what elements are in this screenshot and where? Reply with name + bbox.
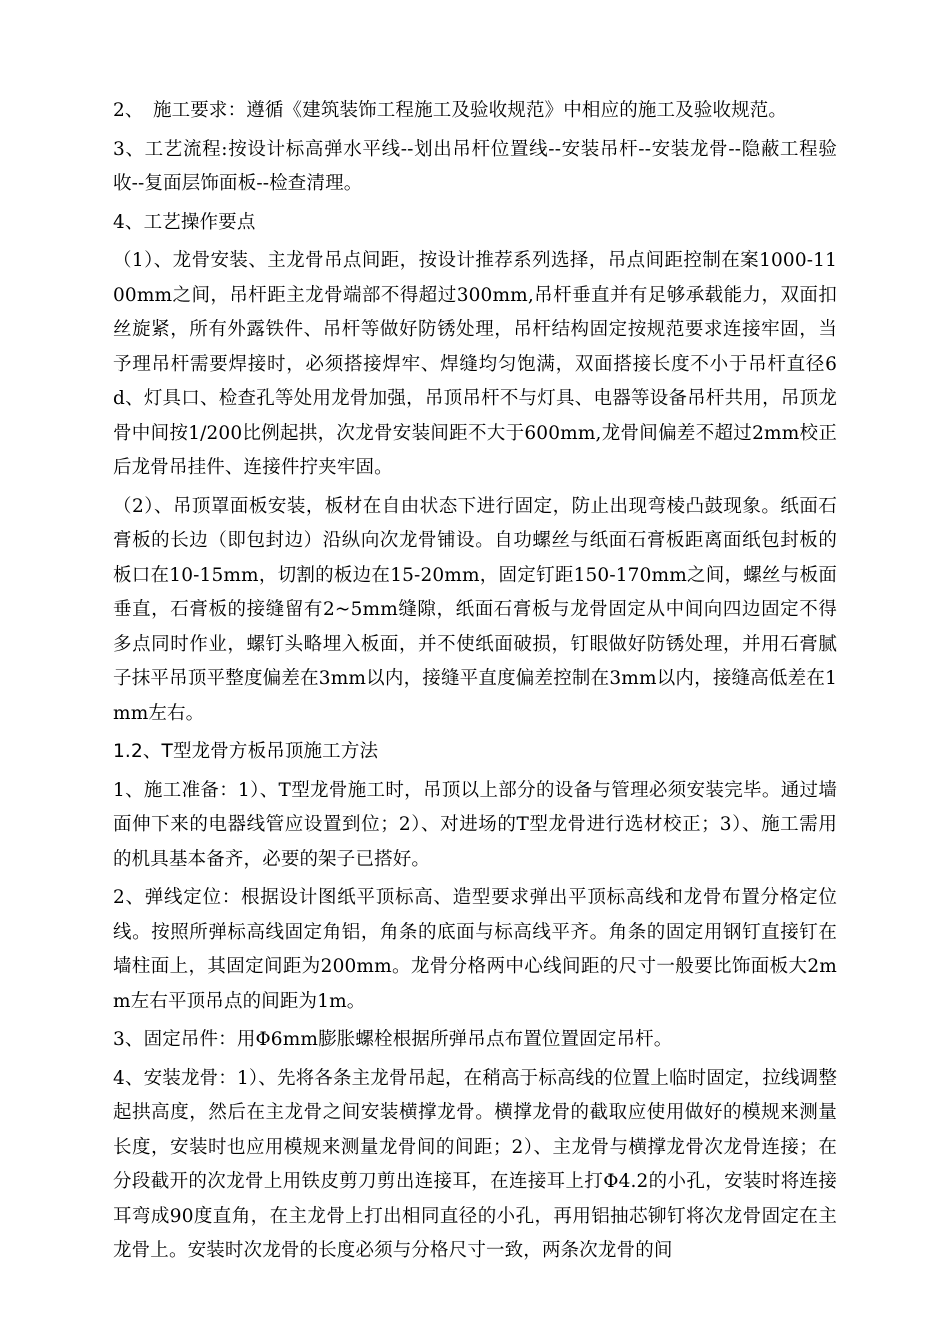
section-heading-t-keel: 1.2、T型龙骨方板吊顶施工方法 — [113, 741, 379, 762]
paragraph-preparation: 1、施工准备：1）、T型龙骨施工时，吊顶以上部分的设备与管理必须安装完毕。通过墙面伸下来的电器线管应设置到位；2）、对进场的T型龙骨进行选材校正；3）、施工需用的机具基本备齐，必要的架子已搭好。 — [113, 779, 837, 870]
paragraph-construction-requirements: 2、 施工要求：遵循《建筑装饰工程施工及验收规范》中相应的施工及验收规范。 — [113, 100, 788, 121]
paragraph-keel-installation: （1）、龙骨安装、主龙骨吊点间距，按设计推荐系列选择，吊点间距控制在案1000-1100mm之间，吊杆距主龙骨端部不得超过300mm,吊杆垂直并有足够承载能力，双面扣丝旋紧，所有外露铁件、吊杆等做好防锈处理，吊杆结构固定按规范要求连接牢固，当予理吊杆需要焊接时，必须搭接焊牢、焊缝均匀饱满，双面搭接长度不小于吊杆直径6d、灯具口、检查孔等处用龙骨加强，吊顶吊杆不与灯具、电器等设备吊杆共用，吊顶龙骨中间按1/200比例起拱，次龙骨安装间距不大于600mm,龙骨间偏差不超过2mm校正后龙骨吊挂件、连接件拧夹牢固。 — [113, 250, 837, 478]
paragraph-operation-points-heading: 4、工艺操作要点 — [113, 211, 256, 233]
paragraph-panel-installation: （2）、吊顶罩面板安装，板材在自由状态下进行固定，防止出现弯棱凸鼓现象。纸面石膏板的长边（即包封边）沿纵向次龙骨铺设。自功螺丝与纸面石膏板距离面纸包封板的板口在10-15mm，切割的板边在15-20mm，固定钉距150-170mm之间，螺丝与板面垂直，石膏板的接缝留有2~5mm缝隙，纸面石膏板与龙骨固定从中间向四边固定不得多点同时作业，螺钉头略埋入板面，并不使纸面破损，钉眼做好防锈处理，并用石膏腻子抹平吊顶平整度偏差在3mm以内，接缝平直度偏差控制在3mm以内，接缝高低差在1mm左右。 — [113, 495, 837, 724]
paragraph-process-flow: 3、工艺流程:按设计标高弹水平线--划出吊杆位置线--安装吊杆--安装龙骨--隐蔽工程验收--复面层饰面板--检查清理。 — [113, 138, 837, 194]
paragraph-fix-hangers: 3、固定吊件：用Φ6mm膨胀螺栓根据所弹吊点布置位置固定吊杆。 — [113, 1029, 673, 1050]
paragraph-line-positioning: 2、弹线定位：根据设计图纸平顶标高、造型要求弹出平顶标高线和龙骨布置分格定位线。按照所弹标高线固定角铝，角条的底面与标高线平齐。角条的固定用钢钉直接钉在墙柱面上，其固定间距为200mm。龙骨分格两中心线间距的尺寸一般要比饰面板大2mm左右平顶吊点的间距为1m。 — [113, 887, 837, 1012]
paragraph-install-keel: 4、安装龙骨：1）、先将各条主龙骨吊起，在稍高于标高线的位置上临时固定，拉线调整起拱高度，然后在主龙骨之间安装横撑龙骨。横撑龙骨的截取应使用做好的模规来测量长度，安装时也应用模规来测量龙骨间的间距；2）、主龙骨与横撑龙骨次龙骨连接；在分段截开的次龙骨上用铁皮剪刀剪出连接耳，在连接耳上打Φ4.2的小孔，安装时将连接耳弯成90度直角，在主龙骨上打出相同直径的小孔，再用铝抽芯铆钉将次龙骨固定在主龙骨上。安装时次龙骨的长度必须与分格尺寸一致，两条次龙骨的间 — [113, 1067, 837, 1261]
